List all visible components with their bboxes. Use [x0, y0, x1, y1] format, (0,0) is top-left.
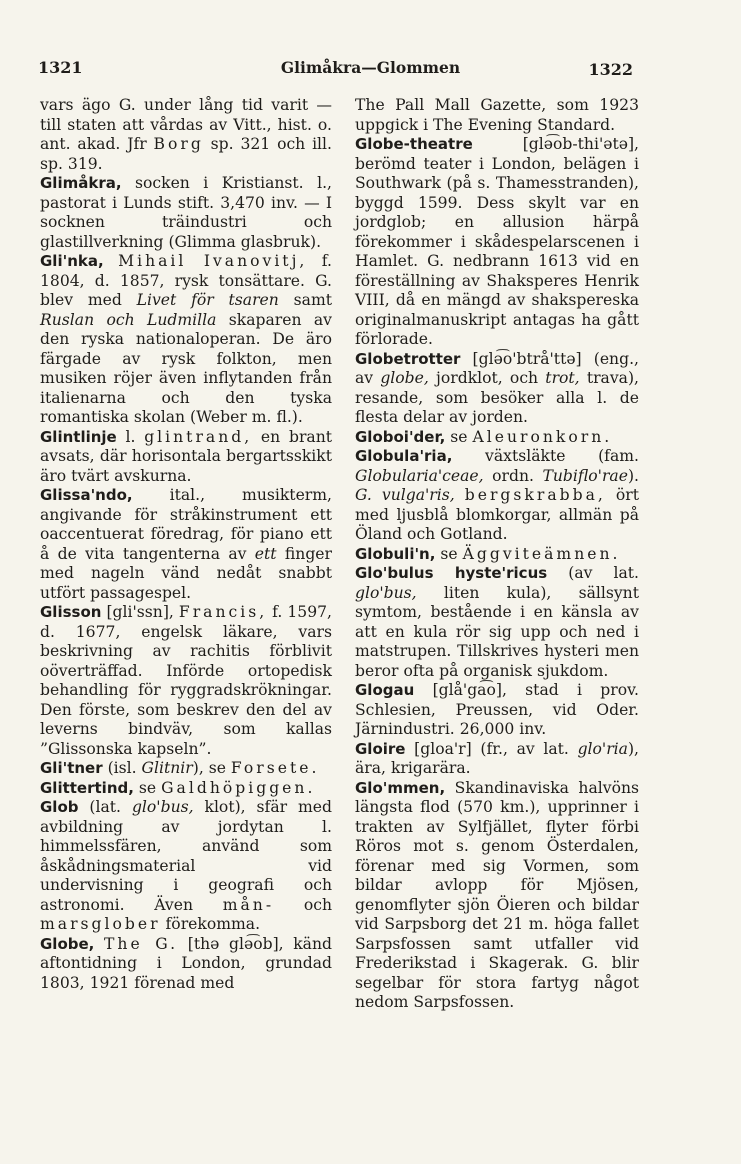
entry	[40, 174, 332, 252]
entry-text: Borg	[153, 135, 204, 153]
entry-text: [gli'ssn],	[101, 603, 179, 621]
entry-text: f. 1804, d. 1857, rysk tonsättare. G. blev med	[40, 252, 332, 309]
running-title: Glimåkra—Glommen	[280, 58, 461, 77]
entry-text: se	[133, 778, 162, 797]
entry-text: växtsläkte (fam.	[452, 447, 639, 465]
entry-text: Tubiflo'rae	[542, 466, 628, 485]
entry-text: förekomma.	[160, 915, 261, 933]
entry-text: Globularia'ceae,	[355, 466, 484, 485]
headword: Globe-theatre	[355, 135, 473, 153]
entry	[40, 252, 332, 428]
entry-text: glo'bus,	[355, 583, 417, 602]
entry	[355, 96, 639, 135]
headword: Glittertind,	[40, 778, 134, 797]
entry-text: [glə͡ob-thi'ətə], berömd teater i London, belägen i Southwark (på s. Thamesstranden), byggd 1599. Dess skylt var en jordglob; en allusion härpå förekommer i skådespelarscenen i Hamlet. G. nedbrann 1613 vid en föreställning av Shaksperes Henrik VIII, då en mängd av shakspereska originalmanuskript antagas ha gått förlorade.	[355, 135, 639, 348]
headword: Globoi'der,	[355, 427, 446, 446]
entry-text: [gloa'r] (fr., av lat.	[405, 739, 578, 758]
entry-text: l.	[116, 427, 145, 446]
entry-text: jordklot, och	[428, 369, 546, 387]
headword: Glo'mmen,	[355, 778, 446, 797]
headword: Gli'nka,	[40, 252, 104, 270]
entry-text: globe,	[380, 369, 429, 387]
entry-text: glo'ria	[577, 739, 628, 758]
entry-text: Äggviteämnen.	[462, 544, 621, 563]
entry-text: [glə͡o'btrå'ttə] (eng., av	[355, 349, 639, 387]
entry-text: glintrand,	[144, 427, 253, 446]
entry-text: ordn.	[483, 466, 543, 485]
left-column	[40, 96, 332, 993]
entry-text: Aleuronkorn.	[472, 427, 613, 446]
entry	[355, 135, 639, 350]
entry-text: marsglober	[40, 915, 161, 933]
entry-text: Livet för tsaren	[136, 291, 279, 309]
entry-text: ett	[254, 544, 277, 563]
entry-text: se	[445, 427, 473, 446]
entry	[355, 350, 639, 428]
entry-text: mån-	[222, 895, 275, 914]
entry-text: finger med nageln vänd nedåt snabbt utfört passagespel.	[40, 544, 332, 602]
entry-text: Glitnir	[141, 759, 193, 777]
entry-text: The G.	[104, 934, 179, 953]
entry-text	[104, 252, 118, 270]
entry	[355, 447, 639, 545]
entry-text: [thə glə͡ob], känd aftontidning i London, grundad 1803, 1921 förenad med	[40, 934, 332, 992]
headword: Glimåkra,	[40, 174, 122, 192]
entry-text: bergskrabba,	[464, 486, 606, 504]
entry-text: skaparen av den ryska nationaloperan. De äro färgade av rysk folkton, men musiken röjer även inflytanden från italienarna och den tyska romantiska skolan (Weber m. fl.).	[40, 310, 332, 426]
headword: Glisson	[40, 603, 102, 621]
entry-text: Mihail Ivanovitj,	[118, 252, 308, 270]
entry-text: klot), sfär med avbildning av jordytan l. himmelssfären, använd som åskådningsmaterial vid undervisning i geografi och astronomi. Även	[40, 798, 332, 914]
headword: Glo'bulus hyste'ricus	[355, 564, 548, 582]
entry-text: ), ära, krigarära.	[355, 739, 639, 777]
entry	[40, 798, 332, 935]
headword: Glob	[40, 798, 79, 816]
entry	[355, 428, 639, 448]
entry-text: och	[274, 895, 333, 914]
headword: Glintlinje	[40, 427, 117, 446]
entry-text: trava), resande, som besöker alla l. de flesta delar av jorden.	[355, 369, 639, 426]
headword: Globe,	[40, 934, 95, 953]
entry-text	[455, 486, 465, 504]
entry-text: G. vulga'ris,	[355, 486, 455, 504]
entry	[40, 603, 332, 759]
headword: Globula'ria,	[355, 447, 453, 465]
entry-text: ), se	[192, 759, 231, 777]
page-number-left: 1321	[38, 58, 83, 77]
entry	[355, 545, 639, 565]
entry	[40, 428, 332, 487]
entry-text: f. 1597, d. 1677, engelsk läkare, vars beskrivning av rachitis förblivit oöverträffad. Införde ortopedisk behandling för ryggradskrökningar. Den förste, som beskrev den del av leverns bindväv, som kallas ”Glissonska kapseln”.	[40, 603, 332, 758]
entry-text: liten kula), sällsynt symtom, bestående i en känsla av att en kula rör sig upp och ned i matstrupen. Tillskrives hysteri men beror ofta på organisk sjukdom.	[355, 583, 639, 680]
entry	[40, 96, 332, 174]
entry-text: socken i Kristianst. l., pastorat i Lunds stift. 3,470 inv. — I socknen träindustri och glastillverkning (Glimma glasbruk).	[40, 174, 332, 251]
entry-text: Galdhöpiggen.	[161, 778, 316, 797]
entry-text: Ruslan och Ludmilla	[40, 310, 217, 329]
page-number-right: 1322	[588, 60, 633, 79]
entry-text: ).	[627, 466, 639, 485]
entry	[355, 779, 639, 1013]
entry	[40, 779, 332, 799]
entry-text: [glå'ga͡o], stad i prov. Schlesien, Preussen, vid Oder. Järnindustri. 26,000 inv.	[355, 681, 639, 738]
entry-text: (av lat.	[547, 564, 639, 582]
entry	[40, 759, 332, 779]
entry-text: en brant avsats, där horisontala bergartsskikt äro tvärt avskurna.	[40, 427, 333, 485]
entry-text: vars ägo G. under lång tid varit — till staten att vårdas av Vitt., hist. o. ant. akad. Jfr	[40, 96, 332, 153]
entry-text: (isl.	[102, 759, 142, 777]
entry	[355, 564, 639, 681]
entry-text: ital., musikterm, angivande för stråkinstrument ett oaccentuerat föredrag, för piano ett å de vita tangenterna av	[40, 486, 332, 563]
entry	[355, 740, 639, 779]
headword: Globuli'n,	[355, 544, 436, 563]
entry	[355, 681, 639, 740]
entry-text: sp. 321 och ill. sp. 319.	[40, 135, 332, 173]
entry-text: Francis,	[178, 603, 268, 621]
headword: Globetrotter	[355, 349, 461, 368]
entry-text: samt	[278, 291, 332, 309]
entry-text: glo'bus,	[131, 798, 194, 816]
page-header	[0, 58, 741, 84]
headword: Glogau	[355, 681, 415, 699]
right-column	[355, 96, 639, 1013]
entry-text: (lat.	[78, 798, 132, 816]
entry	[40, 486, 332, 603]
entry-text: se	[435, 544, 463, 563]
entry	[40, 935, 332, 994]
headword: Gloire	[355, 739, 406, 758]
headword: Glissa'ndo,	[40, 486, 133, 504]
entry-text: trot,	[545, 369, 580, 387]
entry-text: Forsete.	[230, 759, 320, 777]
entry-text	[94, 935, 104, 953]
entry-text: ört med ljusblå blomkorgar, allmän på Öland och Gotland.	[355, 486, 639, 543]
entry-text: Skandinaviska halvöns längsta flod (570 km.), upprinner i trakten av Sylfjället, flyter förbi Röros mot s. genom Österdalen, förenar med sig Vormen, som bildar avlopp för Mjösen, genomflyter sjön Öieren och bildar vid Sarpsborg det 21 m. höga fallet Sarpsfossen samt utfaller vid Frederikstad i Skagerak. G. blir segelbar för stora fartyg något nedom Sarpsfossen.	[355, 778, 639, 1011]
entry-text: The Pall Mall Gazette, som 1923 uppgick i The Evening Standard.	[355, 96, 639, 134]
headword: Gli'tner	[40, 759, 103, 777]
